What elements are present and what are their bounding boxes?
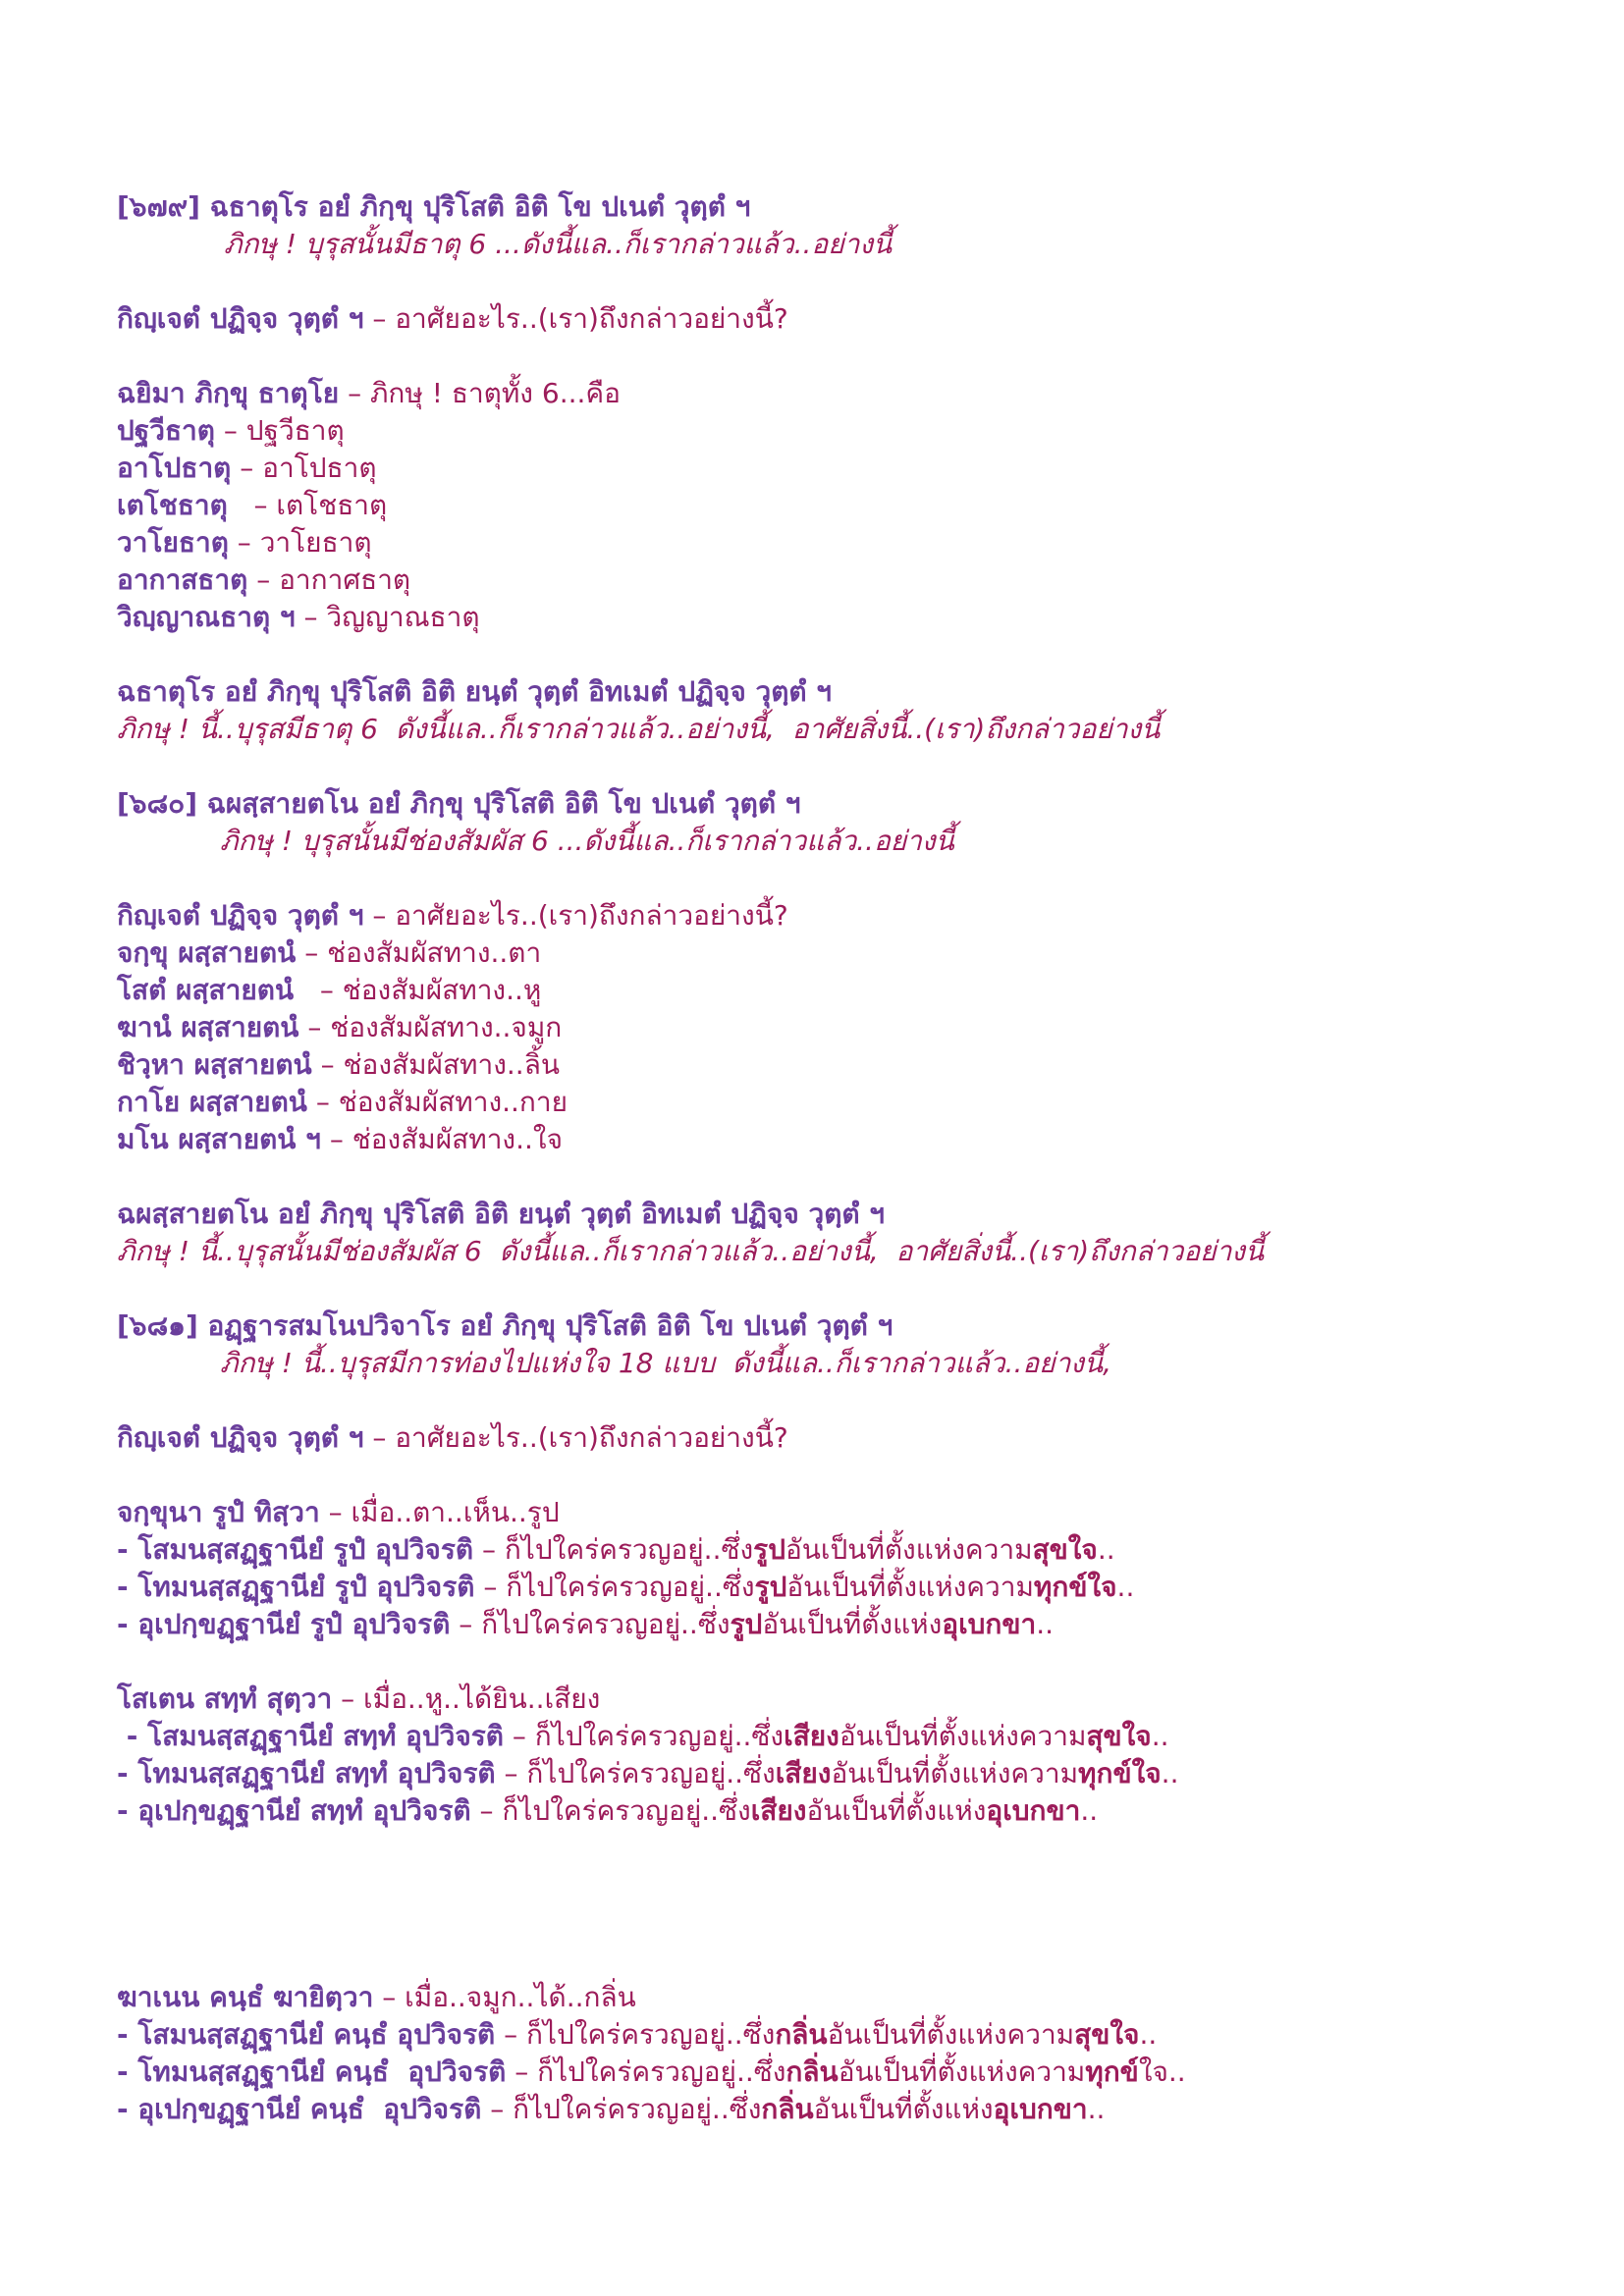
section-681-heading: [๖๘๑] อฏฺฐารสมโนปวิจาโร อยํ ภิกฺขุ ปุริโสติ อิติ โข ปเนตํ วุตฺตํ ฯ — [117, 1309, 893, 1342]
list-item — [117, 487, 387, 524]
line-end: .. — [1080, 1794, 1099, 1827]
item-thai: – ปฐวีธาตุ — [223, 414, 345, 447]
list-item — [117, 412, 345, 450]
line-end: .. — [1097, 1533, 1115, 1566]
item-pali: ปฐวีธาตุ — [117, 414, 215, 447]
line-thai-mid: อันเป็นที่ตั้งแห่งความ — [786, 1571, 1034, 1603]
section-679-heading: [๖๗๙] ฉธาตุโร อยํ ภิกฺขุ ปุริโสติ อิติ โข ปเนตํ วุตฺตํ ฯ — [117, 190, 751, 223]
line-thai: – ก็ไปใคร่ครวญอยู่..ซึ่ง — [512, 1720, 785, 1752]
section-679-conclusion-pali: ฉธาตุโร อยํ ภิกฺขุ ปุริโสติ อิติ ยนฺตํ วุตฺตํ อิทเมตํ ปฏิจฺจ วุตฺตํ ฯ — [117, 675, 833, 708]
list-item — [117, 1046, 560, 1084]
section-680-heading: [๖๘๐] ฉผสฺสายตโน อยํ ภิกฺขุ ปุริโสติ อิติ โข ปเนตํ วุตฺตํ ฯ — [117, 787, 801, 820]
line-end: ใจ.. — [1138, 2056, 1186, 2088]
line-object: รูป — [754, 1571, 787, 1603]
item-pali: วิญฺญาณธาตุ ฯ — [117, 601, 296, 633]
section-681-subtitle: ภิกษุ ! นี้..บุรุสมีการท่องไปแห่งใจ 18 แบบ ดังนี้แล..ก็เรากล่าวแล้ว..อย่างนี้, — [220, 1347, 1112, 1379]
group-heading — [117, 1681, 600, 1718]
line-thai: – ก็ไปใคร่ครวญอยู่..ซึ่ง — [479, 1794, 751, 1827]
line-end: .. — [1151, 1720, 1169, 1752]
section-680-subtitle: ภิกษุ ! บุรุสนั้นมีช่องสัมผัส 6 ...ดังนี้แล..ก็เรากล่าวแล้ว..อย่างนี้ — [220, 825, 954, 857]
item-pali: ฆานํ ผสฺสายตนํ — [117, 1011, 299, 1043]
question-thai: – อาศัยอะไร..(เรา)ถึงกล่าวอย่างนี้? — [372, 899, 788, 932]
line-feeling: อุเบกขา — [993, 2093, 1088, 2125]
item-pali: ชิวฺหา ผสฺสายตนํ — [117, 1048, 312, 1081]
group-heading-thai: – เมื่อ..หู..ได้ยิน..เสียง — [341, 1682, 601, 1715]
section-679-question — [117, 300, 788, 338]
line-thai-mid: อันเป็นที่ตั้งแห่ง — [813, 2093, 994, 2125]
item-thai: – ช่องสัมผัสทาง..จมูก — [307, 1011, 563, 1043]
list-item — [117, 1121, 563, 1158]
item-pali: จกฺขุ ผสฺสายตนํ — [117, 936, 297, 969]
list-item — [117, 561, 410, 599]
item-thai: – ช่องสัมผัสทาง..ตา — [304, 936, 542, 969]
list-item — [117, 1569, 1134, 1606]
line-thai-mid: อันเป็นที่ตั้งแห่งความ — [839, 1720, 1087, 1752]
group-heading-pali: ฆาเนน คนฺธํ ฆายิตฺวา — [117, 1981, 374, 2013]
line-pali: - โสมนสฺสฏฺฐานียํ สทฺทํ อุปวิจรติ — [117, 1720, 504, 1752]
list-item — [117, 599, 480, 636]
group-heading — [117, 1494, 560, 1531]
item-thai: – ช่องสัมผัสทาง..ใจ — [329, 1123, 563, 1155]
line-thai-mid: อันเป็นที่ตั้งแห่ง — [762, 1608, 943, 1640]
item-thai: – วาโยธาตุ — [237, 526, 372, 559]
item-pali: โสตํ ผสฺสายตนํ — [117, 974, 295, 1006]
item-pali: กาโย ผสฺสายตนํ — [117, 1086, 307, 1118]
line-pali: - โทมนสฺสฏฺฐานียํ คนฺธํ อุปวิจรติ — [117, 2056, 507, 2088]
line-object: รูป — [730, 1608, 763, 1640]
section-680-conclusion-pali: ฉผสฺสายตโน อยํ ภิกฺขุ ปุริโสติ อิติ ยนฺตํ วุตฺตํ อิทเมตํ ปฏิจฺจ วุตฺตํ ฯ — [117, 1198, 886, 1230]
intro-pali: ฉยิมา ภิกฺขุ ธาตุโย — [117, 377, 340, 409]
line-thai: – ก็ไปใคร่ครวญอยู่..ซึ่ง — [459, 1608, 731, 1640]
question-thai: – อาศัยอะไร..(เรา)ถึงกล่าวอย่างนี้? — [372, 1421, 788, 1454]
item-pali: วาโยธาตุ — [117, 526, 229, 559]
line-feeling: ทุกข์ใจ — [1033, 1571, 1117, 1603]
line-feeling: สุขใจ — [1086, 1720, 1152, 1752]
item-thai: – อากาศธาตุ — [256, 563, 411, 596]
question-pali: กิญฺเจตํ ปฏิจฺจ วุตฺตํ ฯ — [117, 1421, 364, 1454]
item-thai: – ช่องสัมผัสทาง..หู — [302, 974, 542, 1006]
line-object: เสียง — [750, 1794, 807, 1827]
group-heading-pali: จกฺขุนา รูปํ ทิสฺวา — [117, 1496, 320, 1528]
item-thai: – อาโปธาตุ — [240, 452, 377, 484]
line-thai: – ก็ไปใคร่ครวญอยู่..ซึ่ง — [504, 1757, 776, 1789]
list-item — [117, 934, 541, 972]
item-pali: มโน ผสฺสายตนํ ฯ — [117, 1123, 321, 1155]
question-pali: กิญฺเจตํ ปฏิจฺจ วุตฺตํ ฯ — [117, 302, 364, 335]
list-item — [117, 1792, 1098, 1830]
line-object: กลิ่น — [785, 2056, 839, 2088]
section-680-conclusion-thai: ภิกษุ ! นี้..บุรุสนั้นมีช่องสัมผัส 6 ดังนี้แล..ก็เรากล่าวแล้ว..อย่างนี้, อาศัยสิ่งนี้..(เรา)ถึงกล่าวอย่างนี้ — [117, 1235, 1265, 1267]
line-pali: - อุเปกฺขฏฺฐานียํ รูปํ อุปวิจรติ — [117, 1608, 451, 1640]
line-thai-mid: อันเป็นที่ตั้งแห่งความ — [831, 1757, 1079, 1789]
list-item — [117, 450, 377, 487]
group-heading-pali: โสเตน สทฺทํ สุตฺวา — [117, 1682, 333, 1715]
intro-thai: – ภิกษุ ! ธาตุทั้ง 6...คือ — [348, 377, 621, 409]
line-thai: – ก็ไปใคร่ครวญอยู่..ซึ่ง — [504, 2018, 776, 2051]
line-feeling: ทุกข์ใจ — [1078, 1757, 1162, 1789]
list-item — [117, 2091, 1105, 2128]
line-feeling: อุเบกขา — [942, 1608, 1037, 1640]
line-object: รูป — [753, 1533, 785, 1566]
item-thai: – ช่องสัมผัสทาง..กาย — [315, 1086, 568, 1118]
item-thai: – เตโชธาตุ — [236, 489, 388, 521]
line-pali: - โทมนสฺสฏฺฐานียํ รูปํ อุปวิจรติ — [117, 1571, 475, 1603]
line-thai: – ก็ไปใคร่ครวญอยู่..ซึ่ง — [483, 1571, 755, 1603]
line-end: .. — [1116, 1571, 1135, 1603]
line-feeling: อุเบกขา — [986, 1794, 1081, 1827]
line-pali: - โสมนสฺสฏฺฐานียํ รูปํ อุปวิจรติ — [117, 1533, 474, 1566]
group-heading — [117, 1979, 636, 2016]
line-pali: - โทมนสฺสฏฺฐานียํ สทฺทํ อุปวิจรติ — [117, 1757, 496, 1789]
line-feeling: ทุกข์ — [1085, 2056, 1139, 2088]
section-679-subtitle: ภิกษุ ! บุรุสนั้นมีธาตุ 6 ...ดังนี้แล..ก็เรากล่าวแล้ว..อย่างนี้ — [224, 228, 893, 260]
section-681-question — [117, 1419, 788, 1457]
line-object: กลิ่น — [775, 2018, 828, 2051]
list-item — [117, 524, 372, 561]
item-pali: อาโปธาตุ — [117, 452, 232, 484]
group-heading-thai: – เมื่อ..จมูก..ได้..กลิ่น — [382, 1981, 636, 2013]
list-item — [117, 1606, 1054, 1643]
list-item — [117, 1084, 568, 1121]
line-thai-mid: อันเป็นที่ตั้งแห่งความ — [827, 2018, 1075, 2051]
line-pali: - โสมนสฺสฏฺฐานียํ คนฺธํ อุปวิจรติ — [117, 2018, 496, 2051]
line-end: .. — [1139, 2018, 1158, 2051]
list-item — [117, 1755, 1178, 1792]
line-object: เสียง — [784, 1720, 839, 1752]
line-end: .. — [1161, 1757, 1179, 1789]
list-item — [117, 2054, 1186, 2091]
item-pali: เตโชธาตุ — [117, 489, 228, 521]
list-item — [117, 1531, 1115, 1569]
line-end: .. — [1087, 2093, 1106, 2125]
line-object: เสียง — [775, 1757, 832, 1789]
question-pali: กิญฺเจตํ ปฏิจฺจ วุตฺตํ ฯ — [117, 899, 364, 932]
line-object: กลิ่น — [761, 2093, 814, 2125]
line-thai: – ก็ไปใคร่ครวญอยู่..ซึ่ง — [490, 2093, 762, 2125]
line-pali: - อุเปกฺขฏฺฐานียํ สทฺทํ อุปวิจรติ — [117, 1794, 471, 1827]
list-item — [117, 2016, 1157, 2054]
question-thai: – อาศัยอะไร..(เรา)ถึงกล่าวอย่างนี้? — [372, 302, 788, 335]
list-item — [117, 972, 541, 1009]
section-679-conclusion-thai: ภิกษุ ! นี้..บุรุสมีธาตุ 6 ดังนี้แล..ก็เรากล่าวแล้ว..อย่างนี้, อาศัยสิ่งนี้..(เรา)ถึงกล่าวอย่างนี้ — [117, 713, 1161, 745]
line-thai: – ก็ไปใคร่ครวญอยู่..ซึ่ง — [514, 2056, 786, 2088]
list-item — [117, 1009, 562, 1046]
section-680-question — [117, 897, 788, 934]
line-thai-mid: อันเป็นที่ตั้งแห่งความ — [785, 1533, 1033, 1566]
line-end: .. — [1036, 1608, 1055, 1640]
list-item — [117, 1718, 1169, 1755]
line-thai-mid: อันเป็นที่ตั้งแห่งความ — [838, 2056, 1086, 2088]
line-feeling: สุขใจ — [1032, 1533, 1098, 1566]
group-heading-thai: – เมื่อ..ตา..เห็น..รูป — [328, 1496, 560, 1528]
item-pali: อากาสธาตุ — [117, 563, 248, 596]
item-thai: – วิญญาณธาตุ — [303, 601, 480, 633]
item-thai: – ช่องสัมผัสทาง..ลิ้น — [320, 1048, 560, 1081]
line-feeling: สุขใจ — [1074, 2018, 1140, 2051]
line-thai-mid: อันเป็นที่ตั้งแห่ง — [806, 1794, 987, 1827]
line-thai: – ก็ไปใคร่ครวญอยู่..ซึ่ง — [481, 1533, 754, 1566]
line-pali: - อุเปกฺขฏฺฐานียํ คนฺธํ อุปวิจรติ — [117, 2093, 482, 2125]
section-679-intro — [117, 375, 621, 412]
